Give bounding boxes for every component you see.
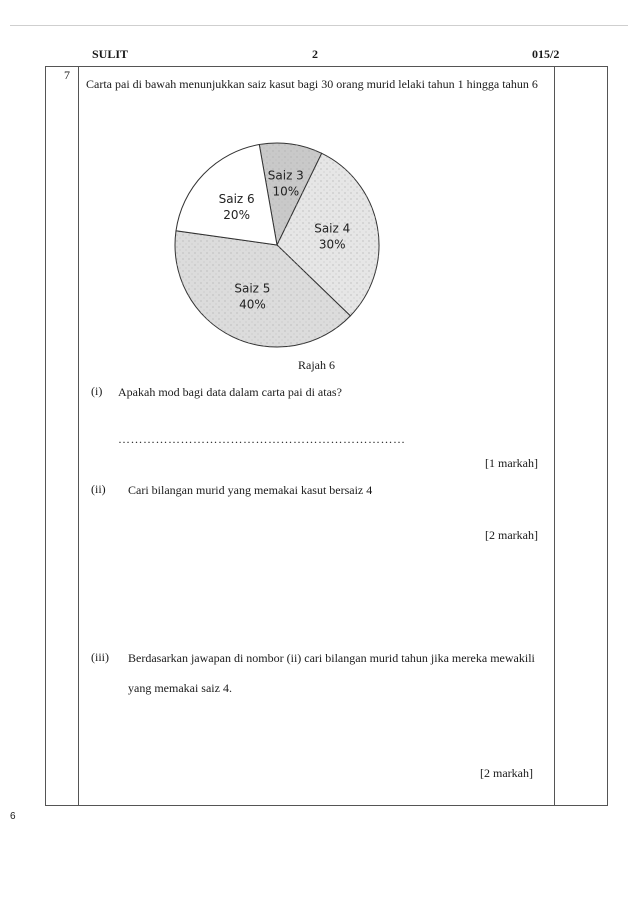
- pie-label-saiz-6: Saiz 6: [218, 192, 255, 207]
- part-ii-text: Cari bilangan murid yang memakai kasut bersaiz 4: [128, 483, 373, 497]
- shoe-size-pie-chart: [170, 138, 384, 352]
- part-ii-number: (ii): [91, 482, 106, 496]
- pie-value-label-saiz-6: 20%: [223, 208, 250, 223]
- figure-caption: Rajah 6: [298, 358, 335, 372]
- pie-label-saiz-3: Saiz 3: [267, 168, 304, 183]
- header-paper-code: 015/2: [532, 47, 560, 61]
- part-iii-marks: [2 markah]: [480, 766, 533, 780]
- page-top-rule: [10, 25, 628, 26]
- part-iii-text: Berdasarkan jawapan di nombor (ii) cari bilangan murid tahun jika mereka mewakili yang memakai saiz 4.: [128, 651, 535, 695]
- question-number: 7: [64, 68, 70, 82]
- header-sulit: SULIT: [92, 47, 129, 61]
- pie-value-label-saiz-4: 30%: [318, 237, 346, 252]
- part-i-marks: [1 markah]: [485, 456, 538, 470]
- question-number-column-divider: [78, 67, 79, 805]
- part-ii-marks: [2 markah]: [485, 528, 538, 542]
- footer-page-number: 6: [10, 811, 16, 822]
- part-i-answer-line: ……………………………………………………………: [118, 432, 406, 446]
- pie-value-label-saiz-3: 10%: [272, 184, 300, 199]
- pie-label-saiz-4: Saiz 4: [314, 221, 351, 236]
- pie-value-label-saiz-5: 40%: [239, 297, 266, 312]
- part-i-text: Apakah mod bagi data dalam carta pai di atas?: [118, 385, 342, 399]
- pie-label-saiz-5: Saiz 5: [234, 281, 271, 296]
- part-i-number: (i): [91, 384, 103, 398]
- question-text: Carta pai di bawah menunjukkan saiz kasut bagi 30 orang murid lelaki tahun 1 hingga tahun 6: [86, 77, 538, 91]
- part-iii-number: (iii): [91, 650, 109, 664]
- header-page-number: 2: [312, 47, 318, 61]
